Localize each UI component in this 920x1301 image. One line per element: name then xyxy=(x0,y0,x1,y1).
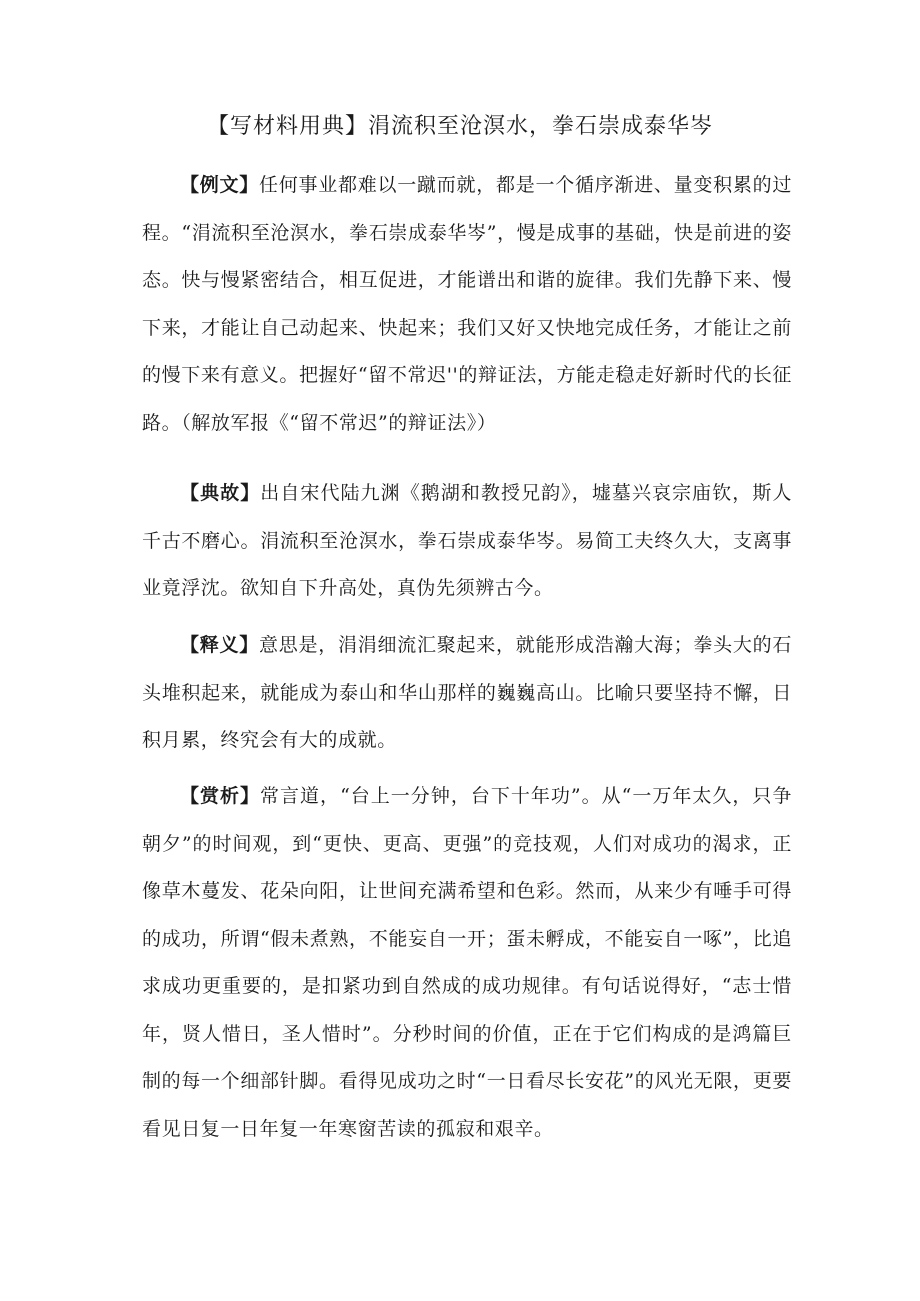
section-example xyxy=(142,162,792,447)
section-tag: 【赏析】 xyxy=(180,785,261,807)
section-meaning xyxy=(142,622,792,765)
section-appreciation xyxy=(142,773,792,1153)
section-body: 任何事业都难以一蹴而就，都是一个循序渐进、量变积累的过程。“涓流积至沧溟水，拳石崇成泰华岑”，慢是成事的基础，快是前进的姿态。快与慢紧密结合，相互促进，才能谱出和谐的旋律。我们先静下来、慢下来，才能让自己动起来、快起来；我们又好又快地完成任务，才能让之前的慢下来有意义。把握好“留不常迟''的辩证法，方能走稳走好新时代的长征路。（解放军报《“留不常迟”的辩证法》） xyxy=(142,174,793,434)
section-body: 意思是，涓涓细流汇聚起来，就能形成浩瀚大海；拳头大的石头堆积起来，就能成为泰山和华山那样的巍巍高山。比喻只要坚持不懈，日积月累，终究会有大的成就。 xyxy=(142,634,793,751)
document-title: 【写材料用典】涓流积至沧溟水，拳石崇成泰华岑 xyxy=(206,114,713,139)
section-tag: 【例文】 xyxy=(180,174,259,196)
section-tag: 【释义】 xyxy=(180,634,259,656)
section-allusion xyxy=(142,470,792,613)
section-body: 出自宋代陆九渊《鹅湖和教授兄韵》，墟墓兴哀宗庙钦，斯人千古不磨心。涓流积至沧溟水，拳石崇成泰华岑。易简工夫终久大，支离事业竟浮沈。欲知自下升高处，真伪先须辨古今。 xyxy=(142,482,793,599)
section-tag: 【典故】 xyxy=(180,482,261,504)
section-body: 常言道，“台上一分钟，台下十年功”。从“一万年太久，只争朝夕”的时间观，到“更快、更高、更强”的竞技观，人们对成功的渴求，正像草木蔓发、花朵向阳，让世间充满希望和色彩。然而，从来少有唾手可得的成功，所谓“假未煮熟，不能妄自一开；蛋未孵成，不能妄自一啄”，比追求成功更重要的，是扣紧功到自然成的成功规律。有句话说得好，“志士惜年，贤人惜日，圣人惜时”。分秒时间的价值，正在于它们构成的是鸿篇巨制的每一个细部针脚。看得见成功之时“一日看尽长安花”的风光无限，更要看见日复一日年复一年寒窗苦读的孤寂和艰辛。 xyxy=(142,785,792,1140)
